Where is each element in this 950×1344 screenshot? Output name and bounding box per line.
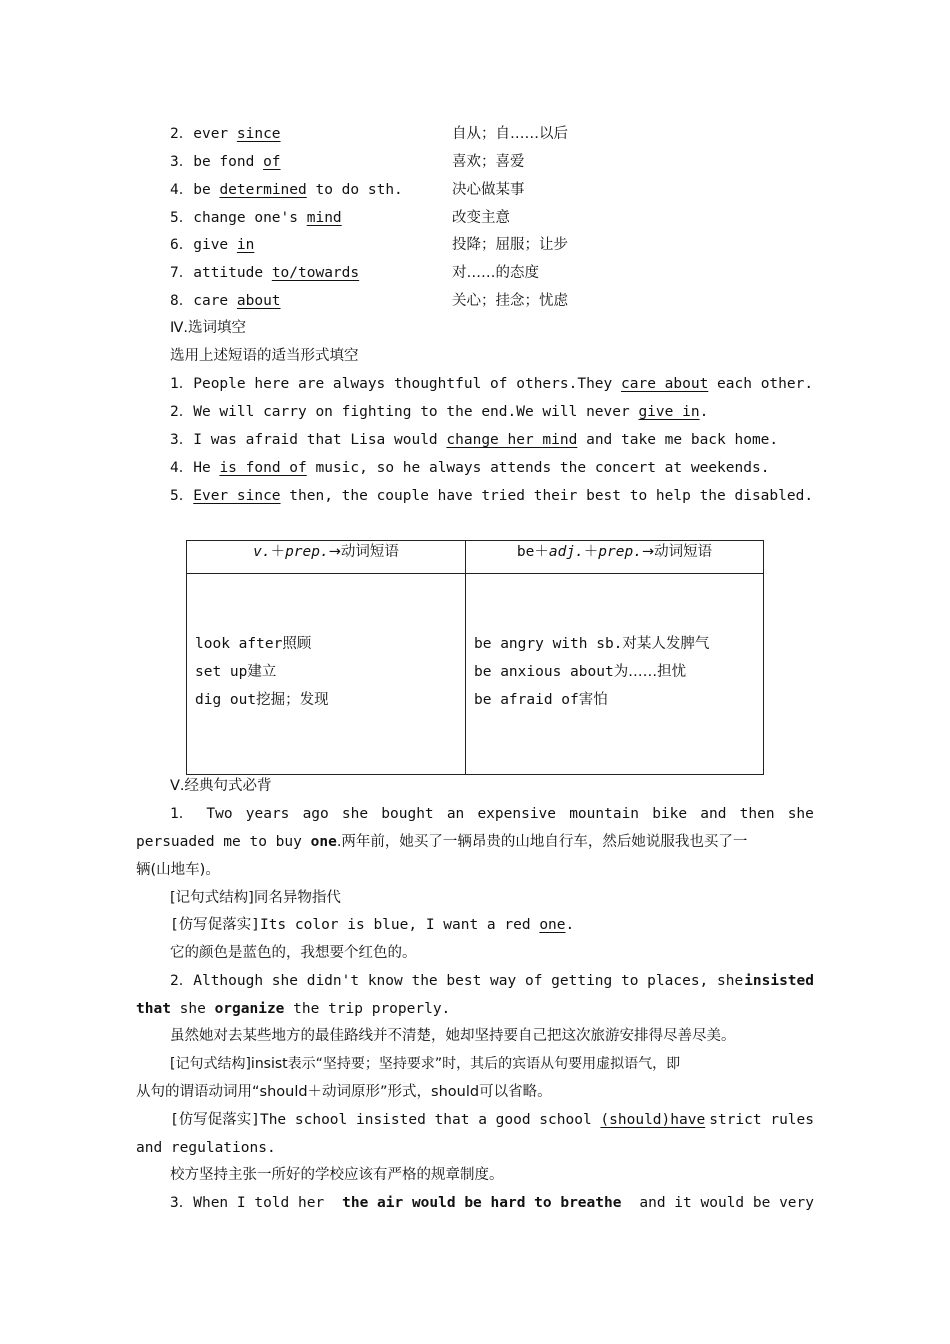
- table-col-verb-prep: [187, 574, 466, 775]
- s3-line1: [170, 1193, 814, 1213]
- table-phrase: [474, 686, 755, 714]
- table-phrase-en: be angry with sb.: [474, 636, 623, 652]
- phrase-answer: about: [236, 293, 281, 309]
- phrase-meaning: 自从；自……以后: [452, 126, 568, 142]
- fill-item: [170, 374, 813, 394]
- s2-line1-pre: 2．Although she didn't know the best way of getting to places, she: [170, 973, 744, 989]
- word: bike: [652, 806, 688, 822]
- s3-post: and it would be very: [639, 1195, 814, 1211]
- section5-title: Ⅴ.经典句式必背: [170, 778, 272, 794]
- table-phrase: [195, 630, 457, 658]
- phrase-answer: in: [236, 237, 255, 253]
- s2-practice: [170, 1110, 814, 1130]
- phrase-num: 3．: [170, 154, 194, 170]
- fill-answer: Ever since: [193, 488, 281, 504]
- fill-item: [170, 430, 778, 450]
- fill-post: and take me back home.: [577, 432, 779, 448]
- phrase-pre: be: [193, 182, 220, 198]
- word: she: [341, 806, 369, 822]
- word: 1．: [170, 806, 194, 822]
- s2-practice-post: strict rules: [709, 1112, 814, 1128]
- fill-num: 2．: [170, 404, 194, 420]
- phrase-meaning: 喜欢；喜爱: [452, 154, 525, 170]
- fill-pre: I was afraid that Lisa would: [193, 432, 447, 448]
- s2-bold-that: that: [136, 1001, 171, 1017]
- phrase-num: 4．: [170, 182, 194, 198]
- table-phrase-en: look after: [195, 636, 283, 652]
- fill-post: then, the couple have tried their best to help the disabled.: [280, 488, 814, 504]
- s2-translation: 虽然她对去某些地方的最佳路线并不清楚，她却坚持要自己把这次旅游安排得尽善尽美。: [170, 1028, 736, 1044]
- s1-line2-pre: persuaded me to buy: [136, 834, 311, 850]
- s1-line3: 辆(山地车)。: [136, 862, 220, 878]
- fill-answer: care about: [621, 376, 709, 392]
- phrase-num: 5．: [170, 210, 194, 226]
- phrase-answer: of: [263, 154, 281, 170]
- s2-mid: she: [170, 1001, 215, 1017]
- head-plus: ＋: [270, 544, 286, 560]
- fill-answer: is fond of: [219, 460, 307, 476]
- phrase-post: to do sth.: [306, 182, 403, 198]
- s1-practice: [170, 915, 574, 935]
- phrase-pre: care: [193, 293, 237, 309]
- s2-practice-pre: [仿写促落实]The school insisted that a good school: [170, 1112, 601, 1128]
- s1-line2: [136, 832, 747, 852]
- phrase-meaning: 关心；挂念；忧虑: [452, 293, 568, 309]
- s2-bold-organize: organize: [214, 1001, 285, 1017]
- s1-practice-answer: one: [539, 917, 566, 933]
- phrase-item: [170, 180, 403, 200]
- word: ago: [302, 806, 329, 822]
- fill-answer: change her mind: [446, 432, 578, 448]
- fill-post: music, so he always attends the concert at weekends.: [306, 460, 770, 476]
- phrase-answer: mind: [306, 210, 342, 226]
- s2-line2-post: the trip properly.: [284, 1001, 451, 1017]
- head-adj: adj.: [548, 544, 584, 560]
- head-prep: prep.: [285, 544, 329, 560]
- fill-pre: He: [193, 460, 220, 476]
- section4-instruction: 选用上述短语的适当形式填空: [170, 348, 359, 364]
- s2-translation2: 校方坚持主张一所好的学校应该有严格的规章制度。: [170, 1167, 504, 1183]
- phrase-num: 8．: [170, 293, 194, 309]
- phrase-pre: change one's: [193, 210, 307, 226]
- word: an: [446, 806, 465, 822]
- table-phrase-en: set up: [195, 664, 248, 680]
- word: then: [739, 806, 775, 822]
- s2-struct2: 从句的谓语动词用“should＋动词原形”形式，should可以省略。: [136, 1084, 552, 1100]
- fill-num: 1．: [170, 376, 194, 392]
- head-v: v.: [253, 544, 271, 560]
- fill-num: 5．: [170, 488, 194, 504]
- word: she: [787, 806, 814, 822]
- s1-practice-pre: [仿写促落实]Its color is blue, I want a red: [170, 917, 540, 933]
- phrase-pre: be fond: [193, 154, 264, 170]
- phrase-num: 6．: [170, 237, 194, 253]
- phrase-item: [170, 124, 281, 144]
- fill-post: .: [699, 404, 709, 420]
- phrase-pre: give: [193, 237, 237, 253]
- head-plus2: ＋: [583, 544, 599, 560]
- phrase-item: [170, 263, 359, 283]
- fill-post: each other.: [708, 376, 814, 392]
- word: Two: [206, 806, 233, 822]
- fill-pre: We will carry on fighting to the end.We will never: [193, 404, 639, 420]
- s2-practice-answer: (should)have: [600, 1112, 706, 1128]
- phrase-num: 2．: [170, 126, 194, 142]
- table-phrase-en: be afraid of: [474, 692, 579, 708]
- table-phrase-en: be anxious about: [474, 664, 614, 680]
- s2-practice-line2: and regulations.: [136, 1140, 276, 1156]
- s1-line2-bold: one: [310, 834, 337, 850]
- phrase-pre: attitude: [193, 265, 272, 281]
- s3-bold: the air would be hard to breathe: [342, 1195, 622, 1211]
- word: expensive: [477, 806, 557, 822]
- phrase-meaning: 对……的态度: [452, 265, 539, 281]
- word: and: [700, 806, 727, 822]
- s3-pre: 3．When I told her: [170, 1195, 325, 1211]
- s1-translation: 它的颜色是蓝色的，我想要个红色的。: [170, 945, 417, 961]
- table-phrase: [474, 658, 755, 686]
- table-phrase: [474, 630, 755, 658]
- table-phrase-cn: 害怕: [578, 692, 608, 708]
- table-phrase-en: dig out: [195, 692, 257, 708]
- s1-line1: [170, 804, 814, 824]
- s1-practice-post: .: [565, 917, 575, 933]
- fill-pre: People here are always thoughtful of others.They: [193, 376, 621, 392]
- head-result2: →动词短语: [641, 544, 713, 560]
- section4-title: Ⅳ.选词填空: [170, 320, 246, 336]
- phrase-item: [170, 208, 342, 228]
- fill-num: 4．: [170, 460, 194, 476]
- phrase-answer: determined: [219, 182, 307, 198]
- phrase-meaning: 投降；屈服；让步: [452, 237, 568, 253]
- s2-struct1: [记句式结构]insist表示“坚持要；坚持要求”时，其后的宾语从句要用虚拟语气，即: [170, 1056, 681, 1072]
- head-be: be＋: [516, 544, 549, 560]
- phrase-item: [170, 291, 281, 311]
- phrase-pre: ever: [193, 126, 237, 142]
- fill-item: [170, 486, 813, 506]
- phrase-num: 7．: [170, 265, 194, 281]
- table-phrase-cn: 建立: [247, 664, 277, 680]
- word: bought: [381, 806, 434, 822]
- table-phrase-cn: 挖掘；发现: [256, 692, 329, 708]
- head-prep2: prep.: [598, 544, 642, 560]
- table-head-be-adj-prep: [466, 541, 764, 574]
- fill-answer: give in: [638, 404, 700, 420]
- head-result: →动词短语: [328, 544, 399, 560]
- table-phrase-cn: 为……担忧: [613, 664, 687, 680]
- s2-line1-bold: insisted: [744, 973, 814, 989]
- word: years: [245, 806, 290, 822]
- fill-item: [170, 402, 708, 422]
- s1-line2-post: .两年前，她买了一辆昂贵的山地自行车，然后她说服我也买了一: [336, 834, 748, 850]
- table-phrase-cn: 对某人发脾气: [622, 636, 710, 652]
- table-col-be-adj-prep: [466, 574, 764, 775]
- s1-struct: [记句式结构]同名异物指代: [170, 890, 341, 906]
- s2-line2: [136, 999, 450, 1019]
- table-phrase: [195, 658, 457, 686]
- phrase-item: [170, 235, 254, 255]
- phrase-answer: since: [236, 126, 281, 142]
- table-head-verb-prep: [187, 541, 466, 574]
- s2-line1: [170, 971, 814, 991]
- phrase-item: [170, 152, 281, 172]
- phrase-meaning: 改变主意: [452, 210, 510, 226]
- phrase-meaning: 决心做某事: [452, 182, 525, 198]
- fill-item: [170, 458, 769, 478]
- fill-num: 3．: [170, 432, 194, 448]
- phrase-answer: to/towards: [271, 265, 360, 281]
- phrase-pattern-table: [186, 540, 764, 775]
- table-phrase: [195, 686, 457, 714]
- table-phrase-cn: 照顾: [282, 636, 312, 652]
- word: mountain: [569, 806, 640, 822]
